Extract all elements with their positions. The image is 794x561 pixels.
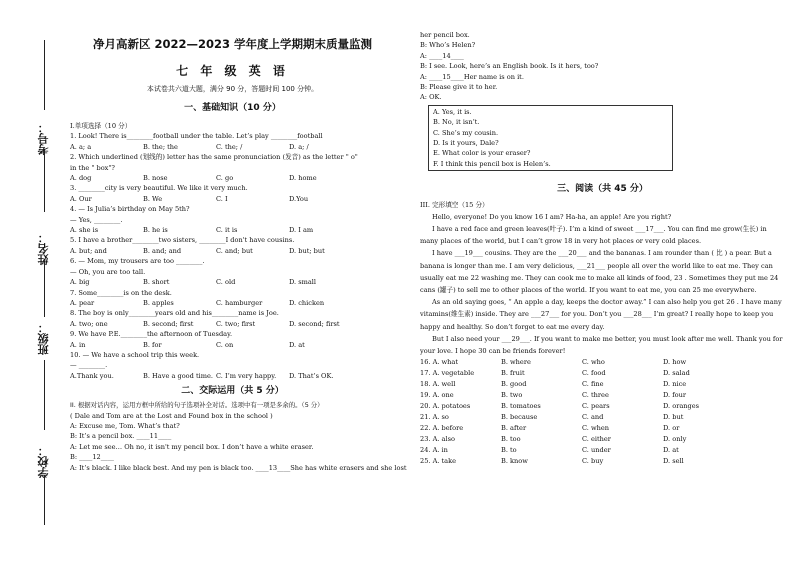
dialogue-line: B: ____12____ [70, 453, 114, 462]
school-label: 学校： [37, 445, 50, 478]
question-stem: 6. — Mom, my trousers are too ________. [70, 257, 205, 266]
cloze-passage [420, 211, 785, 357]
option-row [70, 319, 395, 329]
option: C. I’m very happy. [216, 371, 277, 380]
section3-title: 三、阅读（共 45 分） [557, 184, 648, 195]
option: C. two; first [216, 319, 256, 328]
cloze-option-row [420, 456, 785, 467]
option: D. home [289, 174, 317, 183]
dialogue-line: her pencil box. [420, 31, 470, 39]
option: C. it is [216, 226, 238, 235]
binding-margin [0, 0, 60, 561]
passage-paragraph: But I also need your ___29___. If you want to make me better, you must look after me well. Thank you for your love. I hope 30 can be friends forever! [420, 334, 783, 355]
cloze-option: 25. A. take [420, 457, 457, 466]
option: A. pear [70, 298, 95, 307]
option: B. for [143, 340, 162, 349]
cloze-option: 21. A. so [420, 413, 449, 422]
passage-paragraph: As an old saying goes, “ An apple a day, keeps the doctor away.” I can also help you get 26 . I have many vitamins(维生素) inside. They are ___27___ for you. Don’t you ___28___ I’m great? I really hope to keep you happy and healthy. So don’t forget to eat me every day. [420, 298, 782, 331]
name-label: 姓名： [37, 232, 50, 265]
option: D. chicken [289, 298, 325, 307]
cloze-option: 18. A. well [420, 380, 456, 389]
cloze-option: B. two [501, 391, 523, 400]
cloze-option: D. oranges [663, 402, 700, 411]
cloze-option-row [420, 379, 785, 390]
section3-part-label: III. 完形填空（15 分） [420, 201, 489, 210]
class-line [44, 262, 45, 317]
exam-number-line [44, 40, 45, 110]
cloze-option: C. when [582, 424, 610, 433]
option: B. nose [143, 174, 168, 183]
option: C. and; but [216, 246, 253, 255]
question-stem: 3. ________city is very beautiful. We like it very much. [70, 184, 248, 193]
cloze-option: D. but [663, 413, 684, 422]
cloze-option-row [420, 423, 785, 434]
question-stem: 1. Look! There is________football under the table. Let’s play ________football [70, 132, 323, 141]
class-label: 班级： [37, 322, 50, 355]
question-stem: 10. — We have a school trip this week. [70, 350, 200, 359]
option-row [70, 194, 395, 204]
section2-title: 二、交际运用（共 5 分） [181, 386, 284, 397]
option: A. Our [70, 194, 92, 203]
question-stem-cont: — Yes, ________. [70, 215, 123, 224]
option: D. That’s OK. [289, 371, 334, 380]
cloze-option: C. either [582, 435, 611, 444]
exam-subtitle: 七 年 级 英 语 [176, 64, 289, 78]
cloze-option: D. salad [663, 369, 690, 378]
cloze-option: B. because [501, 413, 538, 422]
cloze-option: D. only [663, 435, 687, 444]
option: A. dog [70, 174, 92, 183]
cloze-option: B. fruit [501, 369, 525, 378]
cloze-option: B. tomatoes [501, 402, 541, 411]
option: A. but; and [70, 246, 107, 255]
option: D. at [289, 340, 305, 349]
passage-paragraph: I have a red face and green leaves(叶子). I’m a kind of sweet ___17___. You can find me grow(生长) in many places of the world, but I can’t grow 18 in very hot places or very cold places. [420, 224, 767, 246]
option: C. hamburger [216, 298, 263, 307]
question-stem: 2. Which underlined (划线的) letter has the same pronunciation (发音) as the letter " o" [70, 153, 358, 162]
cloze-option: C. food [582, 369, 606, 378]
choice-item: F. I think this pencil box is Helen’s. [433, 159, 551, 168]
name-line [44, 150, 45, 212]
cloze-option: C. fine [582, 380, 604, 389]
cloze-option: 17. A. vegetable [420, 369, 475, 378]
option: C. old [216, 278, 236, 287]
option: D. small [289, 278, 317, 287]
question-stem-cont: — ________. [70, 361, 108, 370]
question-stem: 8. The boy is only________years old and his________name is Joe. [70, 309, 279, 318]
option: B. he is [143, 226, 168, 235]
left-column [70, 36, 407, 473]
choices-box [428, 105, 673, 171]
dialogue-line: B: Please give it to her. [420, 83, 498, 92]
cloze-option-row [420, 412, 785, 423]
option: D. a; / [289, 142, 309, 151]
option: B. the; the [143, 142, 178, 151]
cloze-option: B. to [501, 446, 517, 455]
cloze-option: D. nice [663, 380, 687, 389]
cloze-option-row [420, 368, 785, 379]
cloze-option: 20. A. potatoes [420, 402, 471, 411]
choice-item: B. No, it isn’t. [433, 118, 480, 127]
dialogue-line: A: It’s black. I like black best. And my pen is black too. ____13____She has white erasers and she lost [70, 463, 407, 472]
option: B. second; first [143, 319, 194, 328]
cloze-option: 19. A. one [420, 391, 454, 400]
cloze-option: C. buy [582, 457, 604, 466]
cloze-option: B. after [501, 424, 527, 433]
option: B. We [143, 194, 163, 203]
passage-paragraph: I have ___19___ cousins. They are the ___20___ and the bananas. I am rounder than ( 比 ) a pear. But a banana is longer than me. I am very delicious, ___21___ people all over the world like to eat me. They can usually eat me 22 washing me. They can cook me to make all kinds of food, 23 . Sometimes they put me 24 cans (罐子) to sell me to other places of the world. If you want to eat me, you can 25 me everywhere. [420, 249, 779, 294]
question-stem-cont: — Oh, you are too tall. [70, 267, 146, 276]
option: D. second; first [289, 319, 340, 328]
option: B. Have a good time. [143, 371, 213, 380]
dialogue-line: B: It’s a pencil box. ____11____ [70, 432, 172, 441]
cloze-option: C. and [582, 413, 604, 422]
dialogue-line: A: ____14____ [420, 51, 464, 60]
dialogue-line: B: Who’s Helen? [420, 41, 476, 50]
choice-item: D. Is it yours, Dale? [433, 139, 499, 148]
cloze-option: D. sell [663, 457, 684, 466]
option-row [70, 246, 395, 256]
section2-context: ( Dale and Tom are at the Lost and Found box in the school ) [70, 411, 273, 420]
option: D.You [289, 194, 309, 203]
option: A. in [70, 340, 86, 349]
section1-part-label: I.单项选择（10 分） [70, 122, 132, 130]
option: D. but; but [289, 246, 325, 255]
question-stem-cont: in the " box"? [70, 163, 115, 172]
dialogue-line: A: OK. [420, 93, 442, 102]
cloze-option: C. who [582, 358, 605, 367]
section1-title: 一、基础知识（10 分） [184, 103, 281, 113]
dialogue-left [70, 421, 407, 473]
option: A. big [70, 278, 90, 287]
option-row [70, 277, 395, 287]
cloze-option: 16. A. what [420, 358, 459, 367]
dialogue-line: A: Let me see… Oh no, it isn't my pencil box. I don’t have a white eraser. [70, 442, 314, 451]
question-stem: 5. I have a brother________two sisters, ________I don't have cousins. [70, 236, 295, 245]
option: B. apples [143, 298, 174, 307]
option: D. I am [289, 226, 314, 235]
school-line [44, 360, 45, 430]
option: A. a; a [70, 142, 92, 151]
cloze-option-row [420, 401, 785, 412]
dialogue-line: A: Excuse me, Tom. What’s that? [70, 421, 180, 430]
cloze-option: 22. A. before [420, 424, 464, 433]
question-stem: 7. Some________is on the desk. [70, 288, 172, 297]
option-row [70, 142, 395, 152]
option: C. the; / [216, 142, 243, 151]
passage-paragraph: Hello, everyone! Do you know 16 I am? Ha-ha, an apple! Are you right? [432, 212, 672, 221]
option-row [70, 340, 395, 350]
cloze-option: B. good [501, 380, 527, 389]
cloze-option: D. four [663, 391, 687, 400]
option-row [70, 298, 395, 308]
cloze-option: D. or [663, 424, 680, 433]
option: B. short [143, 278, 170, 287]
question-stem: 9. We have P.E.________the afternoon of Tuesday. [70, 330, 233, 339]
option: A. two; one [70, 319, 108, 328]
question-stem: 4. — Is Julia’s birthday on May 5th? [70, 205, 190, 214]
section2-instruction: II. 根据对话内容，运用方框中所给的句子选项补全对话。选项中有一项是多余的。（5 分） [70, 401, 324, 410]
cloze-options [420, 357, 785, 467]
cloze-option: 24. A. in [420, 446, 448, 455]
cloze-option: B. know [501, 457, 528, 466]
cloze-option: C. under [582, 446, 611, 455]
choice-item: C. She’s my cousin. [433, 128, 499, 137]
option: B. and; and [143, 246, 182, 255]
option: A. she is [70, 226, 99, 235]
dialogue-line: B: I see. Look, here’s an English book. Is it hers, too? [420, 62, 599, 71]
cloze-option-row [420, 390, 785, 401]
dialogue-right [420, 30, 785, 103]
option: C. go [216, 174, 234, 183]
cloze-option: B. where [501, 358, 531, 367]
cloze-option: D. at [663, 446, 679, 455]
cloze-option: 23. A. also [420, 435, 455, 444]
choice-item: A. Yes, it is. [433, 107, 472, 116]
cloze-option: C. three [582, 391, 609, 400]
option-row [70, 173, 395, 183]
bottom-line [44, 475, 45, 525]
cloze-option: B. too [501, 435, 521, 444]
option-row [70, 225, 395, 235]
option: C. on [216, 340, 234, 349]
option: C. I [216, 194, 228, 203]
choice-item: E. What color is your eraser? [433, 149, 531, 158]
cloze-option: D. how [663, 358, 687, 367]
dialogue-line: A: ____15____Her name is on it. [420, 72, 524, 81]
cloze-option-row [420, 357, 785, 368]
option: A.Thank you. [70, 371, 114, 380]
cloze-option-row [420, 434, 785, 445]
cloze-option-row [420, 445, 785, 456]
option-row [70, 371, 395, 381]
exam-title: 净月高新区 2022—2023 学年度上学期期末质量监测 [92, 37, 373, 51]
right-column [420, 30, 785, 467]
section1-questions [70, 131, 395, 381]
exam-number-label: 考号： [37, 122, 50, 155]
exam-note: 本试卷共六道大题，满分 90 分，答题时间 100 分钟。 [146, 85, 319, 93]
cloze-option: C. pears [582, 402, 610, 411]
